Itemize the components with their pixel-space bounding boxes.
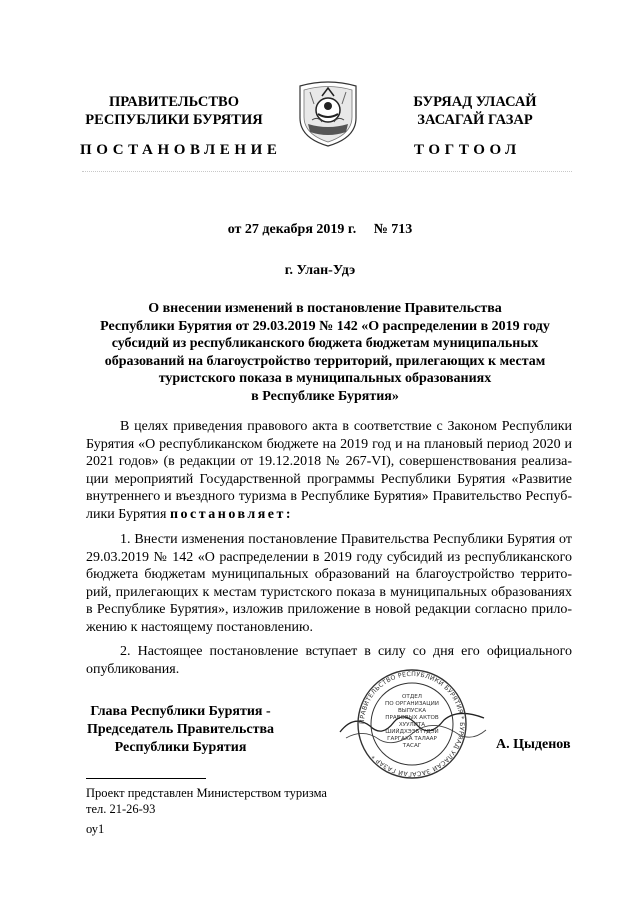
header-divider: [82, 171, 572, 172]
title-line: в Республике Бурятия»: [251, 388, 399, 404]
footnote-divider: [86, 778, 206, 779]
preamble-line: ции мероприятий Государственной программы Республики Бурятия «Развитие: [86, 471, 572, 487]
coat-of-arms-icon: [296, 80, 360, 148]
signatory-position: [78, 703, 283, 757]
date-number-line: от 27 декабря 2019 г. № 713: [227, 222, 413, 237]
signatory-position-line: Председатель Правительства: [86, 722, 275, 737]
header-right-line-1: БУРЯАД УЛАСАЙ: [413, 94, 537, 110]
resolves-word: постановляет:: [169, 506, 294, 522]
footnote: [86, 785, 327, 817]
title-line: туристского показа в муниципальных образованиях: [158, 371, 492, 386]
item-1-paragraph: [86, 531, 572, 637]
preamble-last-prefix: лики Бурятия: [86, 506, 170, 522]
item-1-line: рий, прилегающих к местам туристского показа в муниципальных образованиях: [86, 584, 572, 600]
item-1-line: в Республике Бурятия», изложив приложение в новой редакции согласно прило-: [86, 602, 572, 618]
official-stamp-icon: [334, 668, 490, 780]
stamp-inner-line: ХУУЛИТА: [398, 722, 426, 728]
item-1-line: 29.03.2019 № 142 «О распределении в 2019 году субсидий из республиканского: [86, 549, 572, 565]
header-left-line-2: РЕСПУБЛИКИ БУРЯТИЯ: [85, 112, 263, 128]
doctype-left: ПОСТАНОВЛЕНИЕ: [80, 142, 282, 158]
stamp-inner-line: ВЫПУСКА: [397, 708, 427, 714]
stamp-inner-line: ПО ОРГАНИЗАЦИИ: [385, 701, 439, 707]
preamble-last-line: [86, 506, 572, 524]
item-2-line: опубликования.: [86, 661, 180, 677]
doctype-right: ТОГТООЛ: [414, 142, 521, 158]
item-1-line: бюджета бюджетам муниципальных образований на благоустройство террито-: [86, 567, 572, 583]
preamble-line: В целях приведения правового акта в соответствие с Законом Республики: [120, 419, 572, 434]
preamble-paragraph: [86, 418, 572, 524]
preamble-line: внутреннего и въездного туризма в Республике Бурятия» Правительство Респуб-: [86, 489, 572, 505]
title-line: Республики Бурятия от 29.03.2019 № 142 «О распределении в 2019 году: [100, 318, 550, 334]
footnote-line: тел. 21-26-93: [86, 802, 156, 816]
item-1-line: жению к настоящему постановлению.: [86, 619, 313, 635]
stamp-inner-line: ГАРГАХА ТАЛААР: [387, 736, 437, 742]
title-line: субсидий из республиканского бюджета бюджетам муниципальных: [111, 336, 539, 351]
signatory-name: А. Цыденов: [496, 737, 571, 752]
document-code: оу1: [86, 822, 105, 836]
stamp-inner-line: ТАСАГ: [402, 743, 422, 749]
signatory-position-line: Республики Бурятия: [114, 740, 247, 755]
document-title: [88, 300, 562, 405]
stamp-inner-line: ШИЙДХЭЭБҮҮДЭЙ: [385, 729, 439, 735]
header-right-line-2: ЗАСАГАЙ ГАЗАР: [417, 112, 533, 128]
preamble-line: 2021 годов» (в редакции от 19.12.2018 № 267-VI), совершенствования реализа-: [86, 454, 572, 470]
city-line: г. Улан-Удэ: [284, 263, 356, 278]
title-line: образований на благоустройство территорий, прилегающих к местам: [104, 353, 546, 369]
stamp-inner-line: ПРАВОВЫХ АКТОВ: [385, 715, 439, 721]
item-1-line: 1. Внести изменения постановление Правительства Республики Бурятия от: [120, 532, 572, 547]
signatory-position-line: Глава Республики Бурятия -: [90, 704, 271, 719]
title-line: О внесении изменений в постановление Правительства: [148, 301, 502, 316]
item-2-paragraph: [86, 643, 572, 678]
footnote-line: Проект представлен Министерством туризма: [86, 786, 327, 800]
stamp-ring-text: ПРАВИТЕЛЬСТВО РЕСПУБЛИКИ БУРЯТИЯ * БУРЯАД УЛАСАЙ ЗАСАГАЙ ГАЗАР *: [358, 670, 466, 778]
item-2-line: 2. Настоящее постановление вступает в силу со дня его официального: [120, 644, 572, 659]
preamble-line: Бурятия «О республиканском бюджете на 2019 год и на плановый период 2020 и: [86, 436, 572, 452]
stamp-inner-line: ОТДЕЛ: [402, 694, 422, 700]
header-left-line-1: ПРАВИТЕЛЬСТВО: [109, 94, 239, 110]
header-left: [62, 93, 286, 129]
header-right: [370, 93, 580, 129]
